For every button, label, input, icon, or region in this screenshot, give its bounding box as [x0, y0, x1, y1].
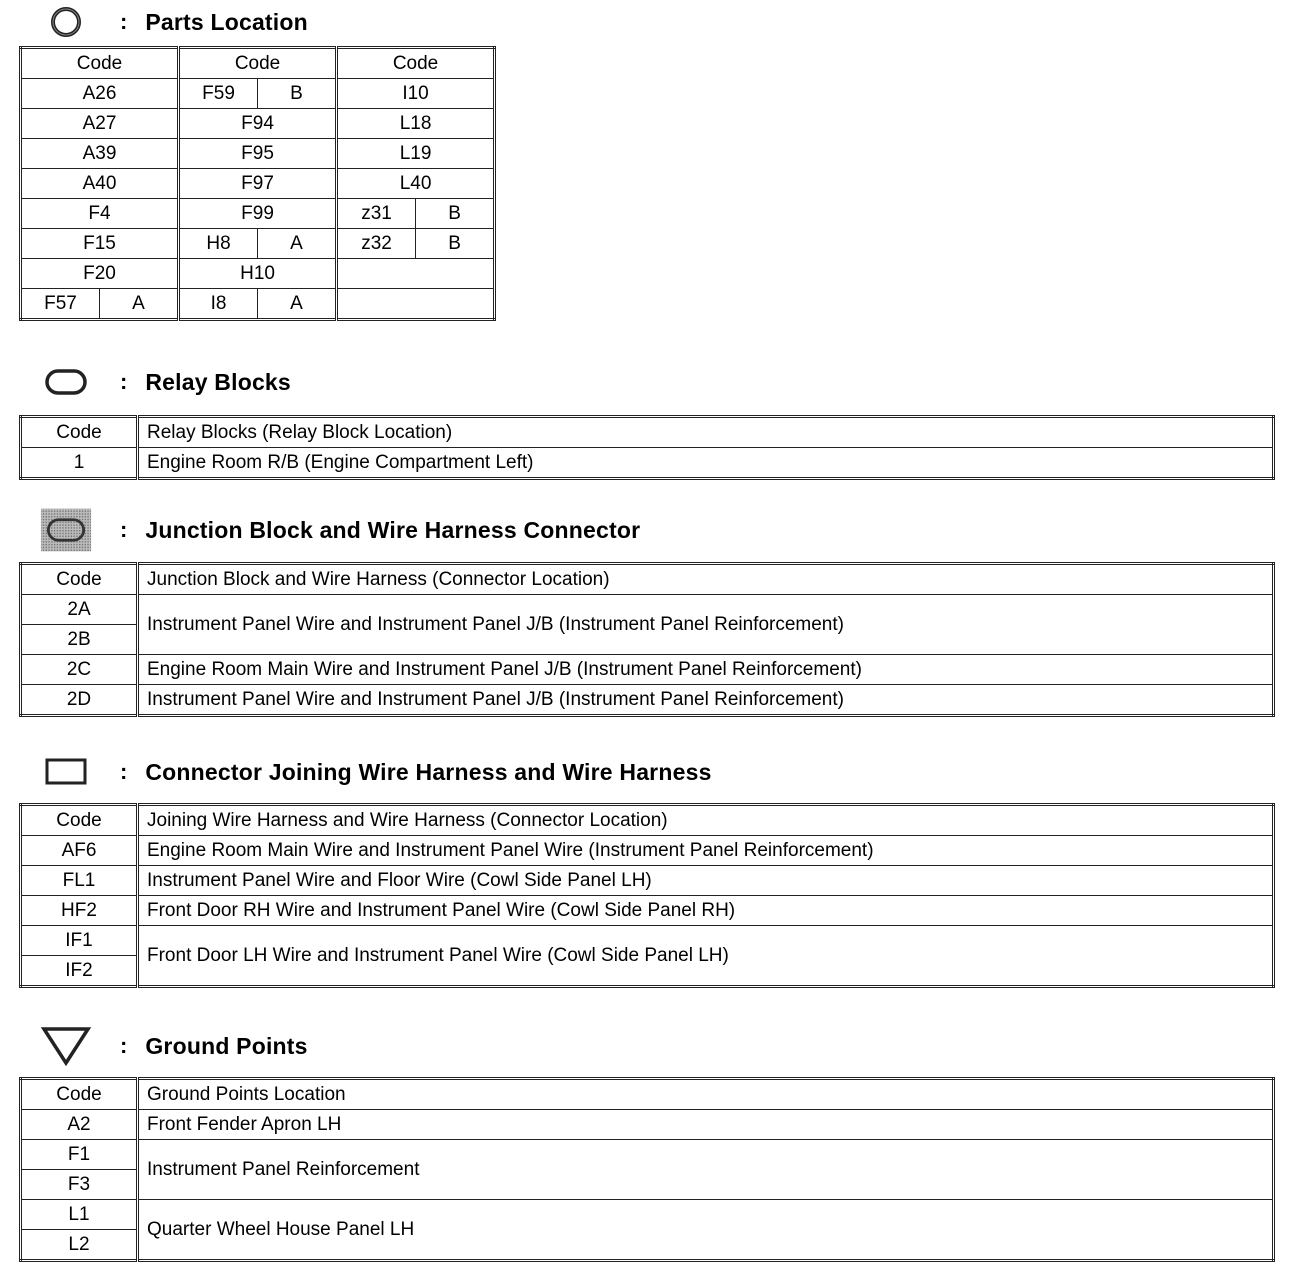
junction-block-table	[19, 562, 1275, 717]
table-row	[21, 229, 495, 259]
code-header: Code	[21, 805, 138, 836]
part-code: F15	[21, 229, 179, 259]
table-row	[21, 289, 495, 320]
table-row	[21, 79, 495, 109]
section-title: Ground Points	[145, 1032, 308, 1059]
part-code: F95	[179, 139, 337, 169]
heading-colon: :	[120, 759, 128, 784]
part-sub-code: A	[258, 229, 337, 259]
part-code: F57	[21, 289, 100, 320]
table-row	[21, 1200, 1274, 1230]
part-code: z32	[337, 229, 416, 259]
location-description: Instrument Panel Wire and Floor Wire (Cowl Side Panel LH)	[138, 866, 1274, 896]
part-code: F20	[21, 259, 179, 289]
section-title: Junction Block and Wire Harness Connector	[145, 516, 641, 543]
junction-block-heading	[40, 512, 640, 548]
part-code: F99	[179, 199, 337, 229]
location-description: Front Door LH Wire and Instrument Panel Wire (Cowl Side Panel LH)	[138, 926, 1274, 987]
part-code: F59	[179, 79, 258, 109]
circle-icon	[40, 4, 92, 40]
table-row	[21, 866, 1274, 896]
heading-colon: :	[120, 369, 128, 394]
connector-heading	[40, 754, 712, 790]
ground-points-table	[19, 1077, 1275, 1262]
part-code: H8	[179, 229, 258, 259]
location-code: L1	[21, 1200, 138, 1230]
table-row	[21, 169, 495, 199]
rectangle-icon	[40, 754, 92, 790]
location-code: 1	[21, 448, 138, 479]
location-header: Ground Points Location	[138, 1079, 1274, 1110]
parts-location-heading	[40, 4, 308, 40]
table-row	[21, 259, 495, 289]
code-header: Code	[21, 417, 138, 448]
shaded-rounded-rect-icon	[40, 512, 92, 548]
connector-table	[19, 803, 1275, 988]
table-row	[21, 836, 1274, 866]
heading-colon: :	[120, 9, 128, 34]
part-code: L18	[337, 109, 495, 139]
part-code	[337, 259, 495, 289]
location-description: Instrument Panel Wire and Instrument Panel J/B (Instrument Panel Reinforcement)	[138, 685, 1274, 716]
part-code: I10	[337, 79, 495, 109]
part-sub-code: B	[416, 229, 495, 259]
part-sub-code: B	[416, 199, 495, 229]
table-row	[21, 109, 495, 139]
section-title: Connector Joining Wire Harness and Wire Harness	[145, 758, 712, 785]
table-row	[21, 448, 1274, 479]
part-code: A26	[21, 79, 179, 109]
relay-blocks-heading	[40, 364, 291, 400]
table-row	[21, 896, 1274, 926]
location-description: Engine Room Main Wire and Instrument Panel Wire (Instrument Panel Reinforcement)	[138, 836, 1274, 866]
location-description: Engine Room R/B (Engine Compartment Left)	[138, 448, 1274, 479]
heading-colon: :	[120, 517, 128, 542]
triangle-down-icon	[40, 1028, 92, 1064]
heading-colon: :	[120, 1033, 128, 1058]
location-code: IF2	[21, 956, 138, 987]
part-code: A39	[21, 139, 179, 169]
table-row	[21, 655, 1274, 685]
location-header: Relay Blocks (Relay Block Location)	[138, 417, 1274, 448]
part-code: F97	[179, 169, 337, 199]
table-row	[21, 1110, 1274, 1140]
location-description: Instrument Panel Reinforcement	[138, 1140, 1274, 1200]
location-code: F1	[21, 1140, 138, 1170]
location-header: Joining Wire Harness and Wire Harness (Connector Location)	[138, 805, 1274, 836]
table-row	[21, 926, 1274, 956]
ground-points-heading	[40, 1028, 308, 1064]
part-code: L19	[337, 139, 495, 169]
location-code: 2A	[21, 595, 138, 625]
location-code: 2D	[21, 685, 138, 716]
location-description: Engine Room Main Wire and Instrument Panel J/B (Instrument Panel Reinforcement)	[138, 655, 1274, 685]
column-header: Code	[337, 48, 495, 79]
part-code: A40	[21, 169, 179, 199]
section-title: Relay Blocks	[145, 368, 291, 395]
table-row	[21, 139, 495, 169]
rounded-rect-icon	[40, 364, 92, 400]
code-header: Code	[21, 564, 138, 595]
part-code: z31	[337, 199, 416, 229]
location-code: IF1	[21, 926, 138, 956]
section-title: Parts Location	[145, 8, 308, 35]
location-description: Front Door RH Wire and Instrument Panel Wire (Cowl Side Panel RH)	[138, 896, 1274, 926]
table-row	[21, 1140, 1274, 1170]
parts-location-table	[19, 46, 496, 321]
part-code: F94	[179, 109, 337, 139]
location-code: HF2	[21, 896, 138, 926]
part-sub-code: B	[258, 79, 337, 109]
location-description: Instrument Panel Wire and Instrument Panel J/B (Instrument Panel Reinforcement)	[138, 595, 1274, 655]
location-code: F3	[21, 1170, 138, 1200]
code-header: Code	[21, 1079, 138, 1110]
table-row	[21, 199, 495, 229]
column-header: Code	[179, 48, 337, 79]
table-row	[21, 685, 1274, 716]
location-code: 2C	[21, 655, 138, 685]
location-code: A2	[21, 1110, 138, 1140]
location-description: Front Fender Apron LH	[138, 1110, 1274, 1140]
location-code: FL1	[21, 866, 138, 896]
location-code: 2B	[21, 625, 138, 655]
column-header: Code	[21, 48, 179, 79]
part-code	[337, 289, 495, 320]
location-code: AF6	[21, 836, 138, 866]
relay-blocks-table	[19, 415, 1275, 480]
part-code: L40	[337, 169, 495, 199]
part-code: A27	[21, 109, 179, 139]
part-code: F4	[21, 199, 179, 229]
table-row	[21, 595, 1274, 625]
part-code: I8	[179, 289, 258, 320]
location-description: Quarter Wheel House Panel LH	[138, 1200, 1274, 1261]
location-header: Junction Block and Wire Harness (Connector Location)	[138, 564, 1274, 595]
part-code: H10	[179, 259, 337, 289]
location-code: L2	[21, 1230, 138, 1261]
part-sub-code: A	[100, 289, 179, 320]
part-sub-code: A	[258, 289, 337, 320]
